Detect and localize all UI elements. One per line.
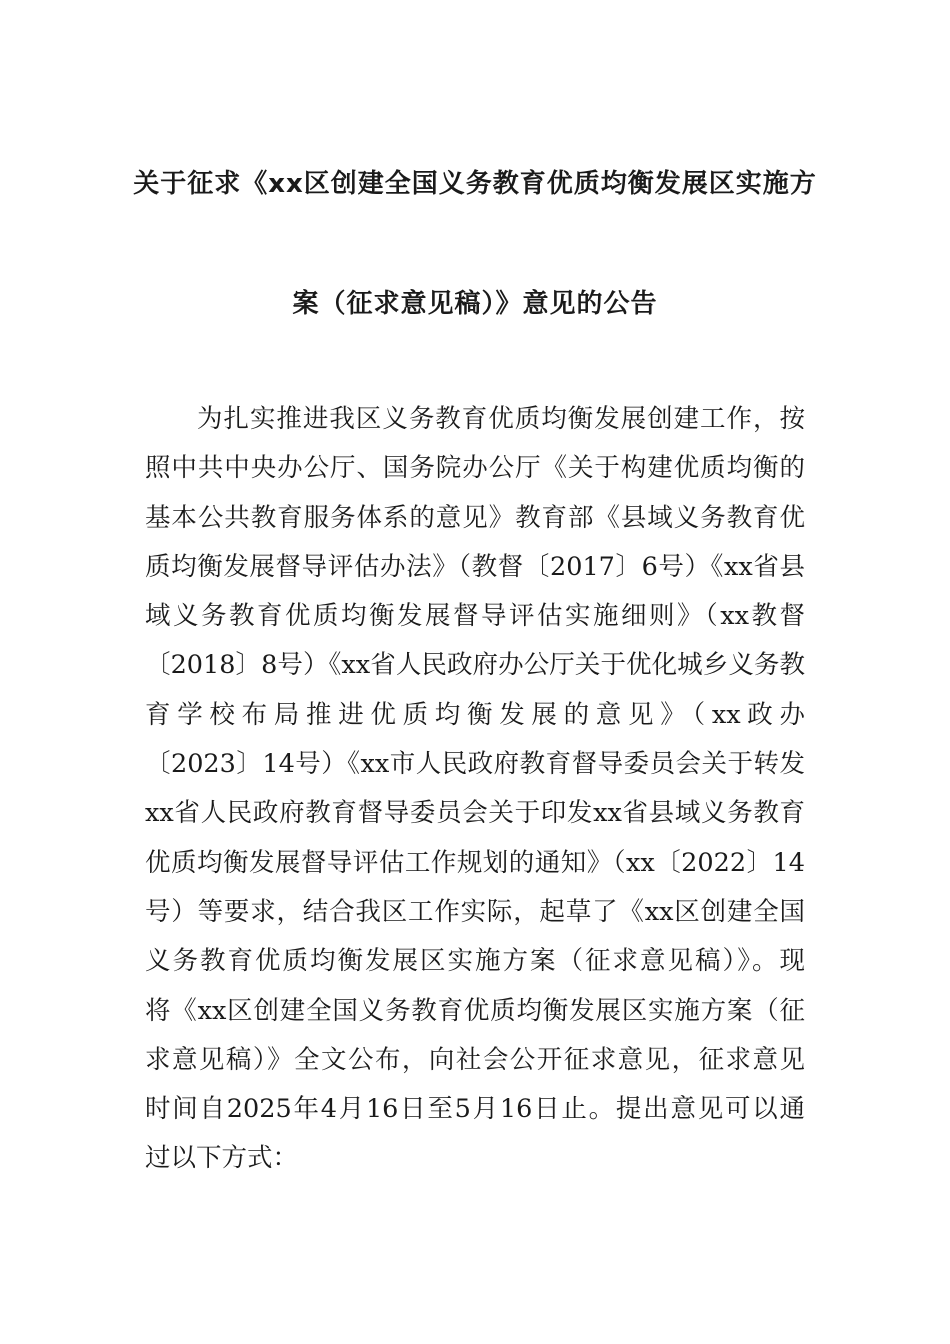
- body-line: 质均衡发展督导评估办法》（教督〔2017〕6号）《xx省县: [145, 551, 805, 582]
- body-line: 〔2018〕8号）《xx省人民政府办公厅关于优化城乡义务教: [145, 650, 805, 681]
- body-line: 求意见稿）》全文公布，向社会公开征求意见，征求意见: [145, 1044, 805, 1075]
- body-line: 号）等要求，结合我区工作实际，起草了《xx区创建全国: [145, 896, 805, 927]
- body-line: xx省人民政府教育督导委员会关于印发xx省县域义务教育: [145, 798, 805, 829]
- body-line: 基本公共教育服务体系的意见》教育部《县域义务教育优: [145, 502, 805, 533]
- body-line: 照中共中央办公厅、国务院办公厅《关于构建优质均衡的: [145, 453, 805, 484]
- body-line: 〔2023〕14号）《xx市人民政府教育督导委员会关于转发: [145, 749, 805, 780]
- body-line: 时间自2025年4月16日至5月16日止。提出意见可以通: [145, 1094, 805, 1125]
- body-line: 育学校布局推进优质均衡发展的意见》（xx政办: [145, 699, 805, 730]
- body-line: 优质均衡发展督导评估工作规划的通知》（xx〔2022〕14: [145, 847, 805, 878]
- document-title-line-1: 关于征求《xx区创建全国义务教育优质均衡发展区实施方: [133, 169, 817, 199]
- body-line: 将《xx区创建全国义务教育优质均衡发展区实施方案（征: [145, 995, 805, 1026]
- document-title-line-2: 案（征求意见稿）》意见的公告: [292, 289, 658, 319]
- document-body: [145, 395, 805, 1184]
- body-line: 为扎实推进我区义务教育优质均衡发展创建工作，按: [197, 404, 805, 434]
- body-line: 域义务教育优质均衡发展督导评估实施细则》（xx教督: [145, 601, 805, 632]
- body-line: 义务教育优质均衡发展区实施方案（征求意见稿）》。现: [145, 946, 805, 977]
- body-line-last: 过以下方式：: [145, 1143, 299, 1174]
